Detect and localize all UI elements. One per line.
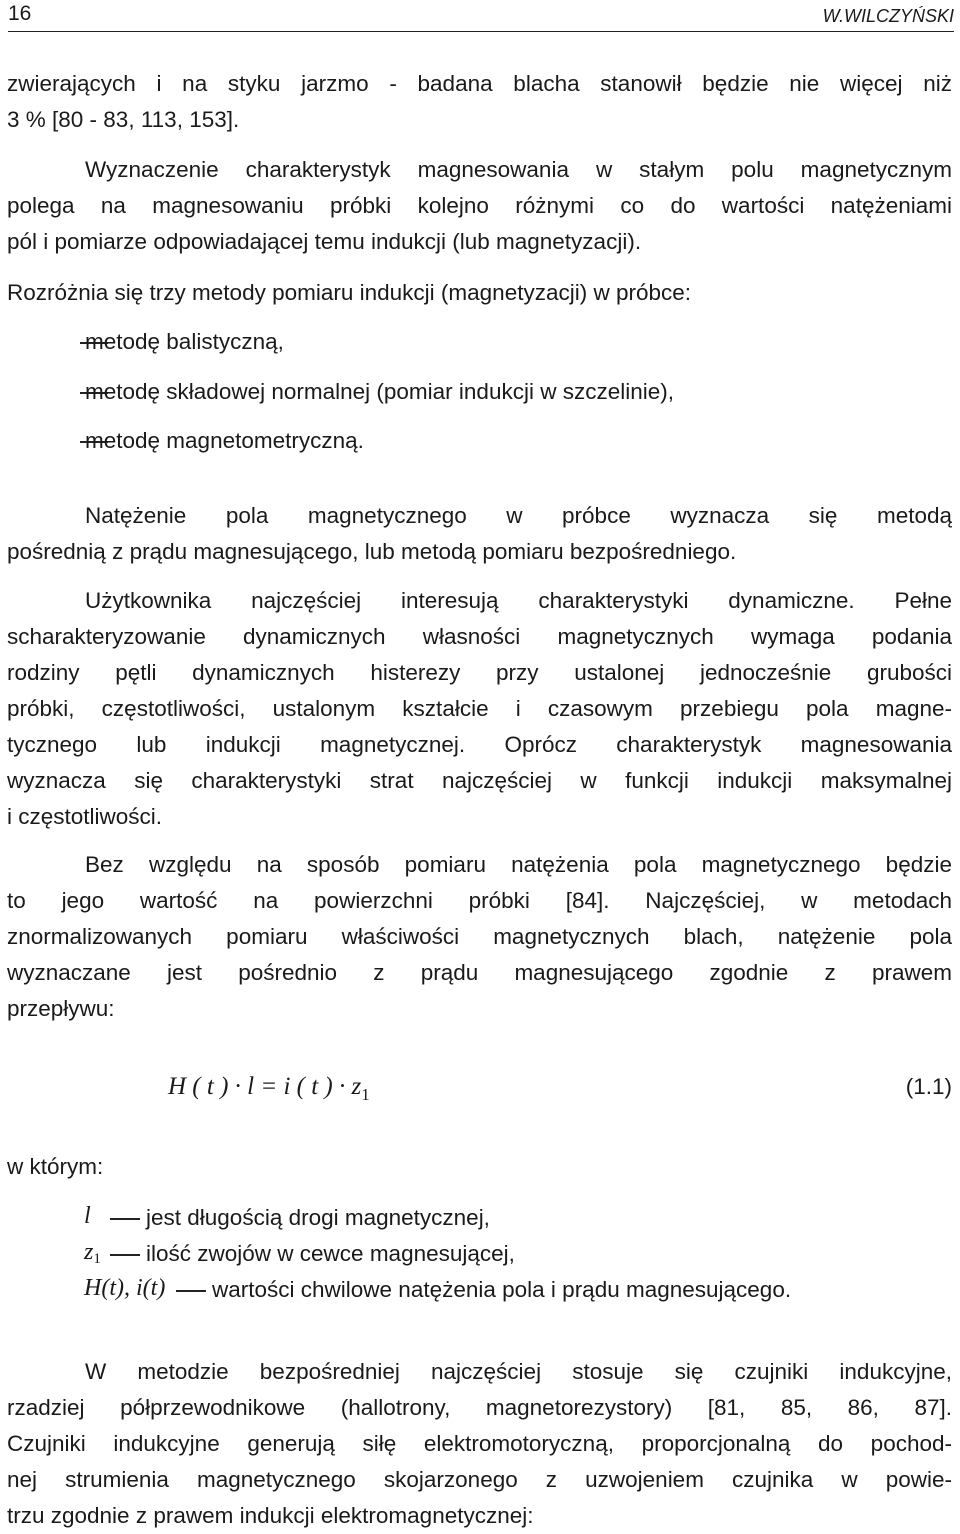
text-line: rzadziej półprzewodnikowe (hallotrony, magnetorezystory) [81, 85, 86, 87]. bbox=[7, 1395, 952, 1420]
text-line: Natężenie pola magnetycznego w próbce wyznacza się metodą bbox=[85, 503, 952, 528]
equation-subscript: 1 bbox=[361, 1085, 370, 1104]
definition-symbol: l bbox=[84, 1203, 91, 1229]
text-line: Wyznaczenie charakterystyk magnesowania w stałym polu magnetycznym bbox=[85, 157, 952, 182]
list-item: metodę balistyczną, bbox=[85, 329, 284, 354]
text-line: Użytkownika najczęściej interesują charakterystyki dynamiczne. Pełne bbox=[85, 588, 952, 613]
text-line: wyznaczane jest pośrednio z prądu magnesującego zgodnie z prawem bbox=[7, 960, 952, 985]
text-line: trzu zgodnie z prawem indukcji elektromagnetycznej: bbox=[7, 1503, 534, 1528]
definition-text: ilość zwojów w cewce magnesującej, bbox=[104, 1241, 515, 1267]
text-line: Bez względu na sposób pomiaru natężenia pola magnetycznego będzie bbox=[85, 852, 952, 877]
text-line: przepływu: bbox=[7, 996, 115, 1021]
definition-symbol: z1 bbox=[84, 1239, 101, 1267]
page-number: 16 bbox=[8, 2, 32, 25]
text-line: pośrednią z prądu magnesującego, lub metodą pomiaru bezpośredniego. bbox=[7, 539, 737, 564]
equation bbox=[168, 1073, 370, 1104]
definition-dash bbox=[176, 1290, 206, 1291]
definition-dash bbox=[110, 1218, 140, 1219]
list-item: metodę magnetometryczną. bbox=[85, 428, 364, 453]
text-line: próbki, częstotliwości, ustalonym kształcie i czasowym przebiegu pola magne- bbox=[7, 696, 952, 721]
definition-symbol: H(t), i(t) bbox=[84, 1275, 166, 1301]
text-line: wyznacza się charakterystyki strat najczęściej w funkcji indukcji maksymalnej bbox=[7, 768, 952, 793]
equation-number: (1.1) bbox=[905, 1074, 952, 1099]
text-line: to jego wartość na powierzchni próbki [84]. Najczęściej, w metodach bbox=[7, 888, 952, 913]
text-line: zwierających i na styku jarzmo - badana blacha stanowił będzie nie więcej niż bbox=[7, 71, 952, 96]
text-line: tycznego lub indukcji magnetycznej. Oprócz charakterystyk magnesowania bbox=[7, 732, 952, 757]
text-line: znormalizowanych pomiaru właściwości magnetycznych blach, natężenie pola bbox=[7, 924, 952, 949]
running-author: W.WILCZYŃSKI bbox=[822, 6, 954, 26]
text-line: Rozróżnia się trzy metody pomiaru indukcji (magnetyzacji) w próbce: bbox=[7, 280, 692, 305]
text-line: w którym: bbox=[7, 1154, 104, 1179]
page-header bbox=[8, 0, 954, 32]
text-line: Czujniki indukcyjne generują siłę elektromotoryczną, proporcjonalną do pochod- bbox=[7, 1431, 952, 1456]
text-line: 3 % [80 - 83, 113, 153]. bbox=[7, 107, 240, 132]
list-item: metodę składowej normalnej (pomiar indukcji w szczelinie), bbox=[85, 379, 674, 404]
text-line: rodziny pętli dynamicznych histerezy przy ustalonej jednocześnie grubości bbox=[7, 660, 952, 685]
definition-text: jest długością drogi magnetycznej, bbox=[104, 1205, 490, 1231]
definition-dash bbox=[110, 1254, 140, 1255]
text-line: nej strumienia magnetycznego skojarzonego z uzwojeniem czujnika w powie- bbox=[7, 1467, 952, 1492]
text-line: pól i pomiarze odpowiadającej temu indukcji (lub magnetyzacji). bbox=[7, 229, 642, 254]
text-line: polega na magnesowaniu próbki kolejno różnymi co do wartości natężeniami bbox=[7, 193, 952, 218]
definition-text: wartości chwilowe natężenia pola i prądu magnesującego. bbox=[170, 1277, 791, 1303]
equation-expression: H ( t ) · l = i ( t ) · z bbox=[168, 1073, 362, 1100]
text-line: W metodzie bezpośredniej najczęściej stosuje się czujniki indukcyjne, bbox=[85, 1359, 952, 1384]
text-line: i częstotliwości. bbox=[7, 804, 163, 829]
text-line: scharakteryzowanie dynamicznych własności magnetycznych wymaga podania bbox=[7, 624, 952, 649]
